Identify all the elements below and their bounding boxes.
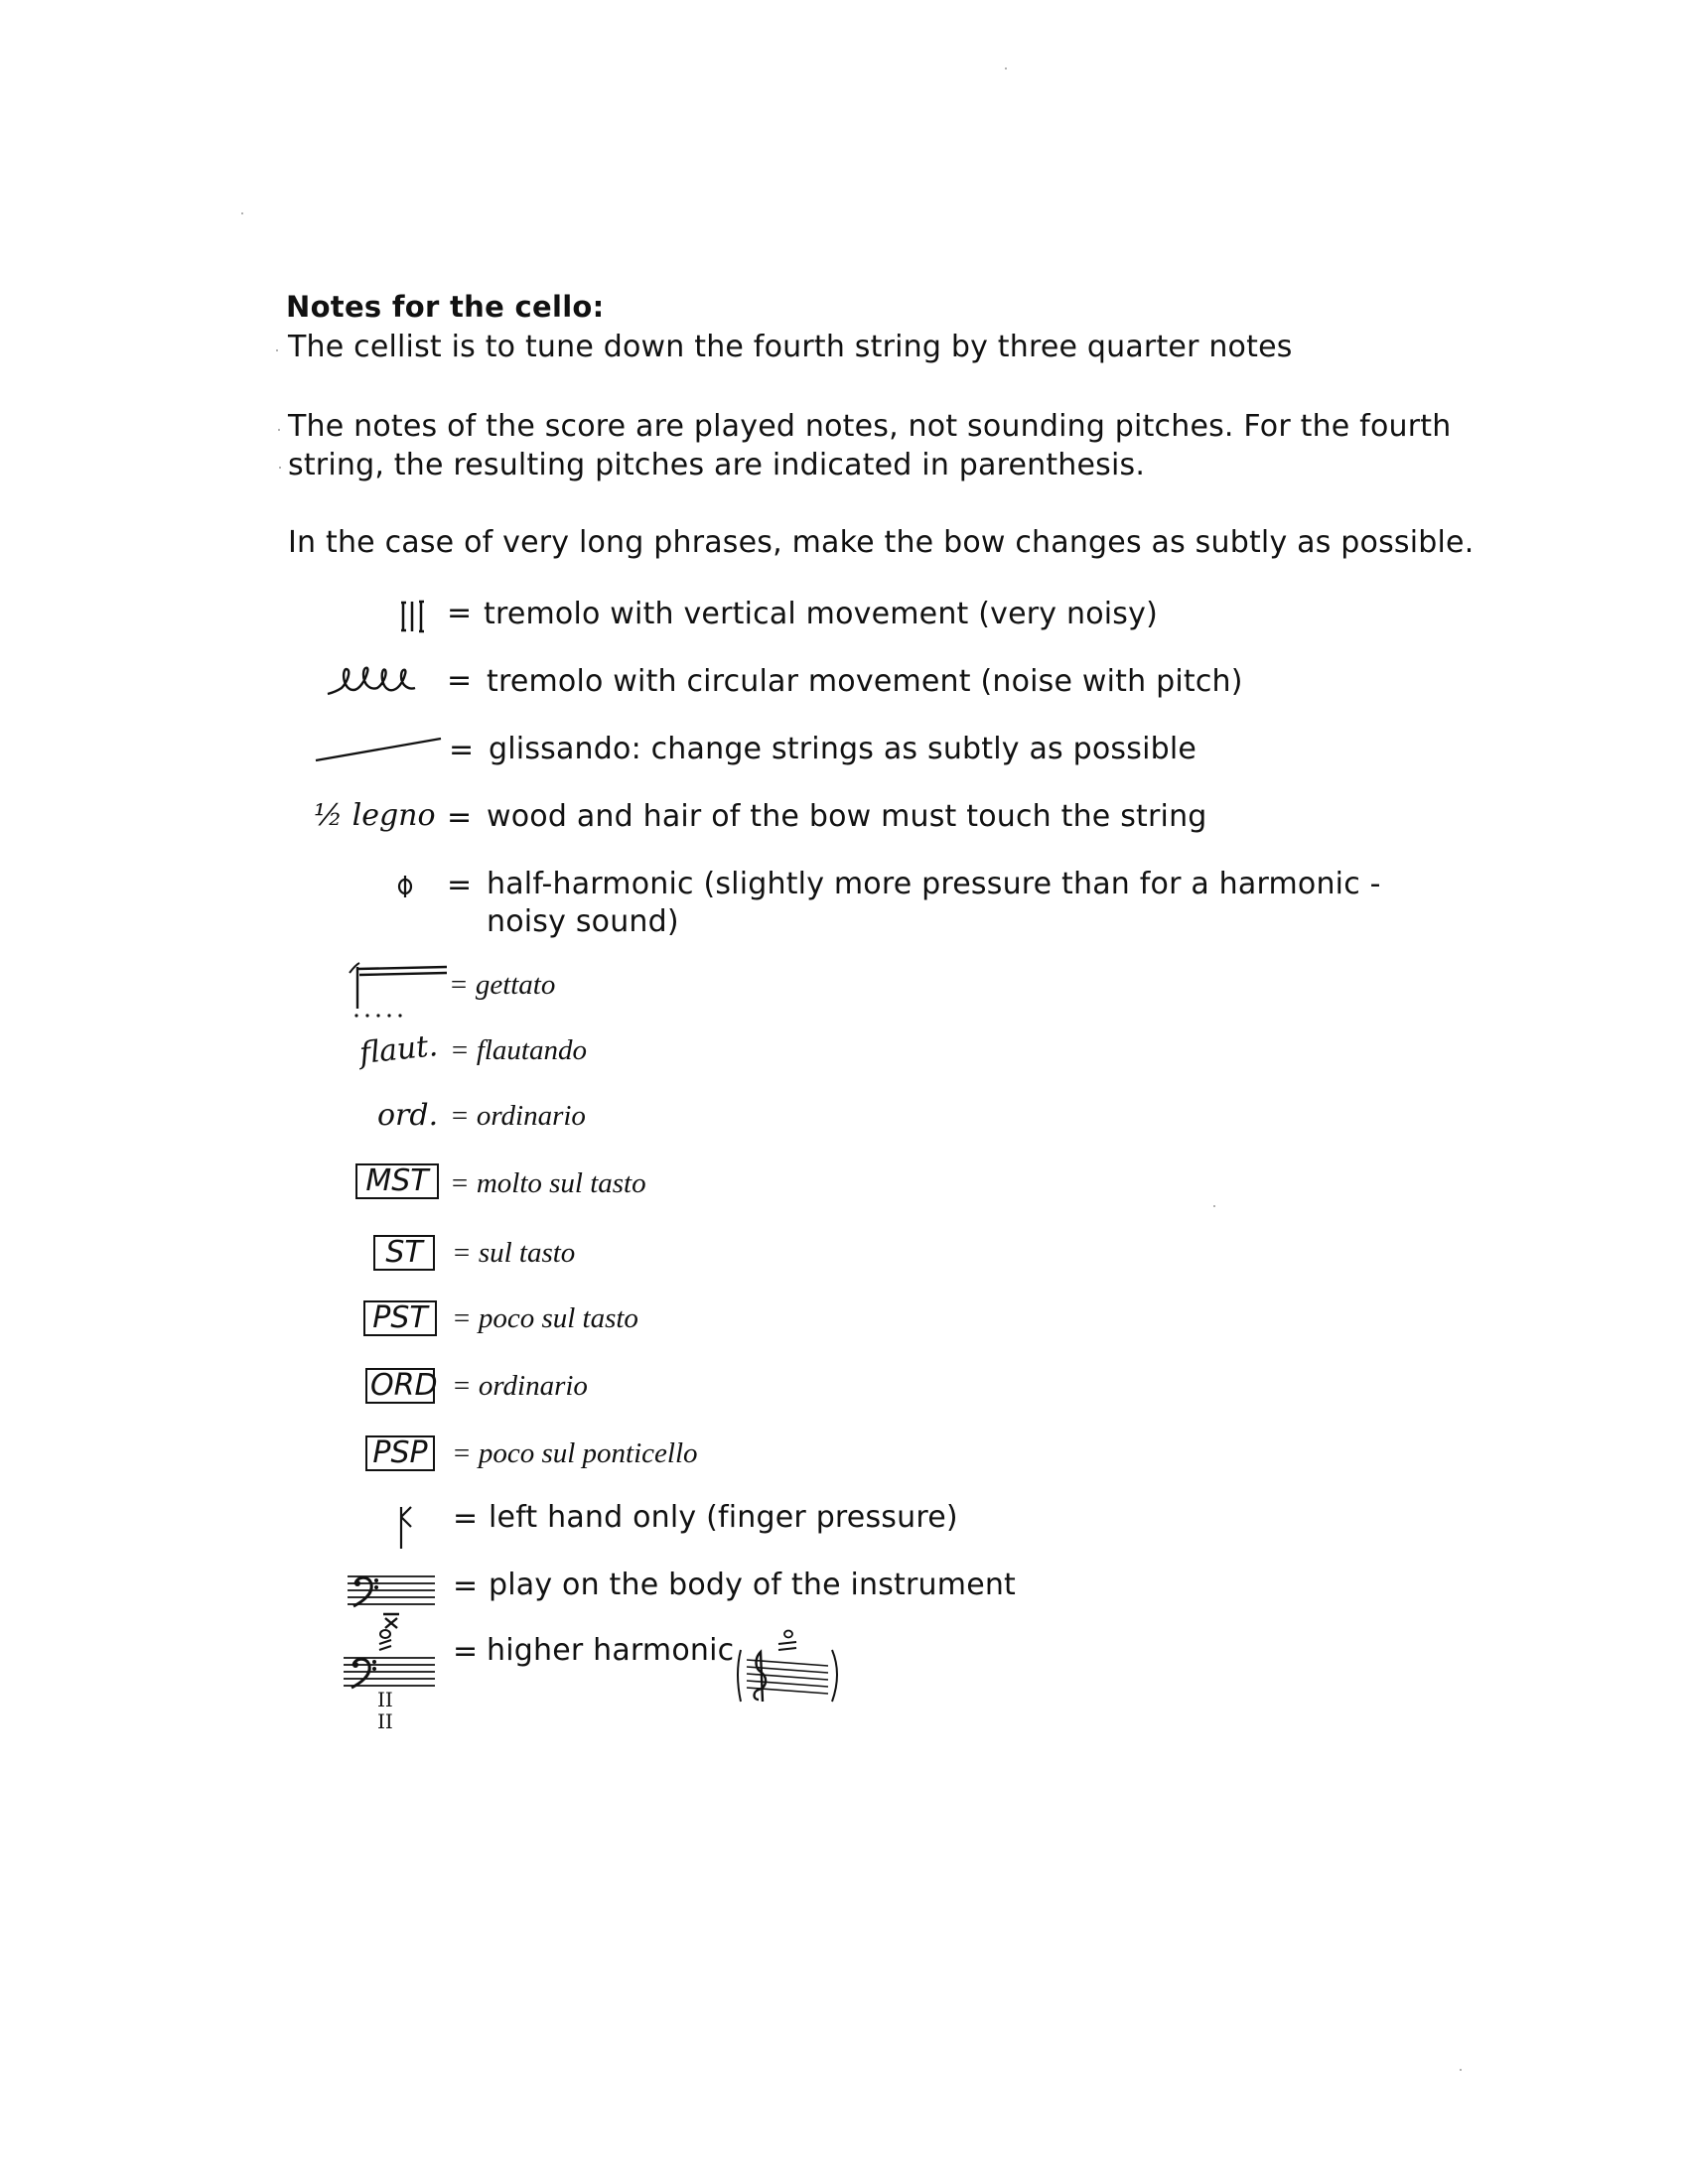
string-number-lower: II xyxy=(377,1709,393,1733)
desc-glissando: glissando: change strings as subtly as possible xyxy=(489,732,1197,766)
desc-tremolo-circular: tremolo with circular movement (noise with pitch) xyxy=(487,664,1243,699)
left-hand-symbol xyxy=(395,1503,415,1551)
desc-ordinario-1: = ordinario xyxy=(450,1100,586,1132)
desc-ordinario-2: = ordinario xyxy=(452,1370,588,1402)
page-heading: Notes for the cello: xyxy=(286,290,605,324)
glissando-line-symbol xyxy=(314,735,445,764)
paragraph-bow-changes: In the case of very long phrases, make the bow changes as subtly as possible. xyxy=(288,525,1475,560)
molto-sul-tasto-box: MST xyxy=(355,1163,439,1199)
equals-sign: = xyxy=(447,868,473,902)
half-legno-symbol: ½ legno xyxy=(314,798,436,833)
equals-sign: = xyxy=(453,1501,479,1536)
sul-tasto-box: ST xyxy=(373,1235,435,1271)
desc-tremolo-vertical: tremolo with vertical movement (very noisy) xyxy=(484,597,1158,631)
poco-sul-ponticello-box: PSP xyxy=(365,1435,435,1471)
ordinario-box: ORD xyxy=(365,1368,435,1404)
harmonic-staff-symbol xyxy=(342,1628,437,1694)
treble-clef-harmonic-symbol xyxy=(733,1628,844,1709)
half-harmonic-symbol xyxy=(395,874,415,899)
desc-sul-tasto: = sul tasto xyxy=(452,1237,576,1269)
bass-clef-staff-symbol xyxy=(346,1570,437,1632)
desc-half-harmonic-line2: noisy sound) xyxy=(487,904,679,939)
equals-sign: = xyxy=(447,800,473,835)
desc-body: play on the body of the instrument xyxy=(489,1568,1017,1602)
equals-sign: = xyxy=(447,596,473,630)
equals-sign: = xyxy=(453,1634,479,1669)
desc-left-hand: left hand only (finger pressure) xyxy=(489,1500,958,1535)
desc-poco-sul-ponticello: = poco sul ponticello xyxy=(452,1437,698,1469)
string-number-upper: II xyxy=(377,1688,393,1711)
equals-sign: = xyxy=(447,663,473,698)
desc-gettato: = gettato xyxy=(449,969,556,1001)
poco-sul-tasto-box: PST xyxy=(363,1300,437,1336)
paragraph-tuning: The cellist is to tune down the fourth string by three quarter notes xyxy=(288,330,1293,364)
desc-molto-sul-tasto: = molto sul tasto xyxy=(450,1167,646,1199)
equals-sign: = xyxy=(449,733,475,767)
tremolo-circular-symbol xyxy=(326,660,417,700)
paragraph-pitches-line1: The notes of the score are played notes, not sounding pitches. For the fourth xyxy=(288,409,1452,444)
paragraph-pitches-line2: string, the resulting pitches are indicated in parenthesis. xyxy=(288,448,1146,482)
ord-symbol: ord. xyxy=(377,1098,439,1133)
equals-sign: = xyxy=(453,1569,479,1603)
desc-poco-sul-tasto: = poco sul tasto xyxy=(452,1302,638,1334)
flaut-symbol: flaut. xyxy=(357,1027,440,1072)
desc-half-harmonic-line1: half-harmonic (slightly more pressure than for a harmonic - xyxy=(487,867,1381,901)
desc-legno: wood and hair of the bow must touch the string xyxy=(487,799,1207,834)
desc-flautando: = flautando xyxy=(450,1034,587,1066)
desc-higher-harmonic: higher harmonic xyxy=(487,1633,735,1668)
gettato-symbol xyxy=(348,959,451,1019)
tremolo-vertical-symbol xyxy=(399,599,429,634)
